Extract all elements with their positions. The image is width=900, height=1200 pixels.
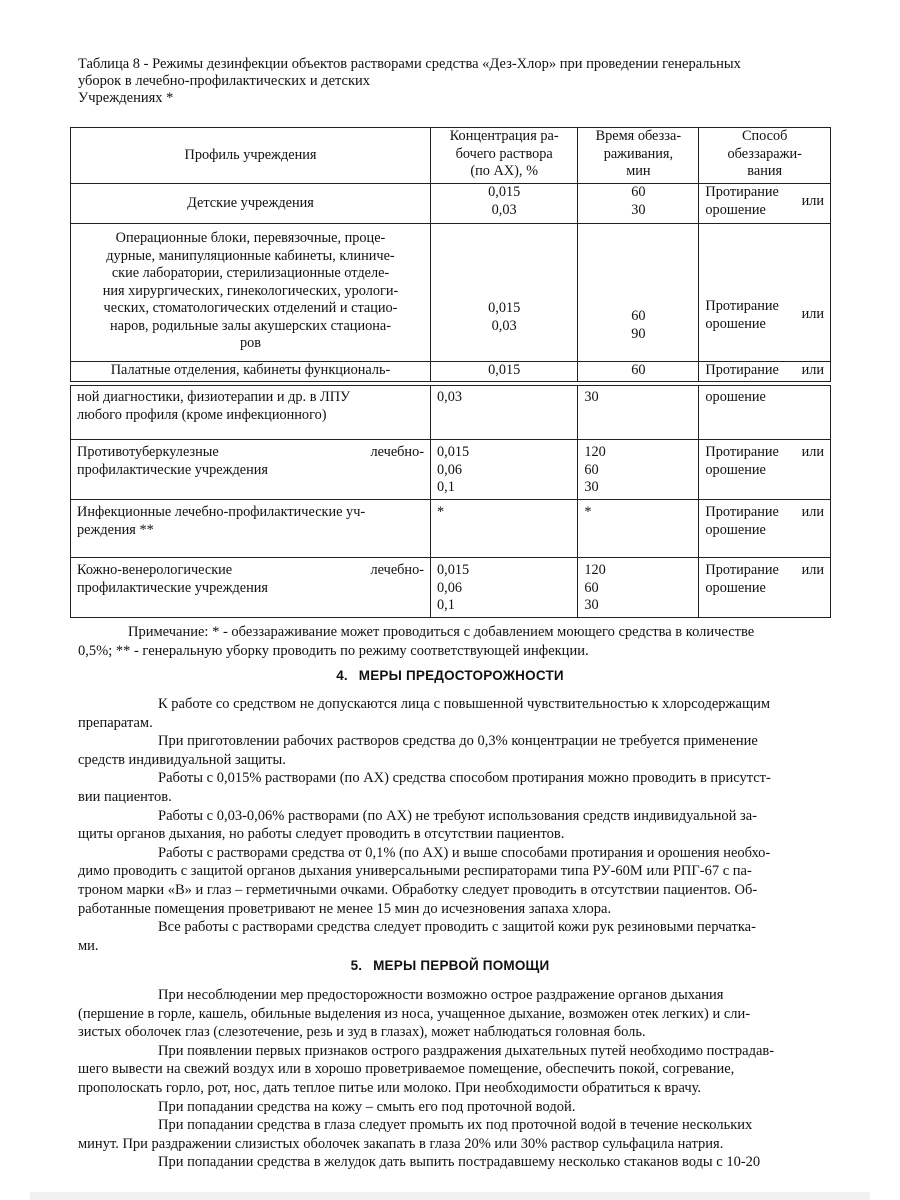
table-row <box>71 386 831 440</box>
row-time: 120 60 30 <box>578 440 699 500</box>
row-profile: Операционные блоки, перевязочные, проце- дурные, манипуляционные кабинеты, клиниче- ские лаборатории, стерилизационные отделе- ния хирургических, гинекологических, урологи- ческих, стоматологических отделений и стацио- наров, родильные залы акушерских стациона- ров <box>71 224 431 362</box>
row-time: 60 90 <box>578 224 699 362</box>
table-row <box>71 184 831 224</box>
section-4-body: К работе со средством не допускаются лица с повышенной чувствительностью к хлорсодержащим препаратам. При приготовлении рабочих растворов средства до 0,3% концентрации не требуется применение средств индивидуальной защиты. Работы с 0,015% растворами (по АХ) средства способом протирания можно проводить в присутст- вии пациентов. Работы с 0,03-0,06% растворами (по АХ) не требуют использования средств индивидуальной за- щиты органов дыхания, но работы следует проводить в отсутствии пациентов. Работы с растворами средства от 0,1% (по АХ) и выше способами протирания и орошения необхо- димо проводить с защитой органов дыхания универсальными респираторами типа РУ-60М или РПГ-67 с па- троном марки «В» и глаз – герметичными очками. Обработку следует проводить в отсутствии пациентов. Об- работанные помещения проветривают не менее 15 мин до исчезновения запаха хлора. Все работы с растворами средства следует проводить с защитой кожи рук резиновыми перчатка- ми. <box>78 696 771 954</box>
row-method: Протирание или орошение <box>699 500 831 558</box>
row-method: Протирание орошение или <box>699 224 831 362</box>
row-concentration: 0,015 0,03 <box>431 184 578 224</box>
table-row <box>71 362 831 382</box>
row-concentration: * <box>431 500 578 558</box>
table-header-row <box>71 128 831 184</box>
row-profile: Детские учреждения <box>71 184 431 224</box>
row-concentration: 0,015 0,03 <box>431 224 578 362</box>
row-method: орошение <box>699 386 831 440</box>
table-caption <box>78 56 838 107</box>
header-concentration: Концентрация ра- бочего раствора (по АХ), % <box>431 128 578 184</box>
row-method: Протирание или орошение <box>699 440 831 500</box>
disinfection-table-part2 <box>70 385 831 618</box>
section-5-body: При несоблюдении мер предосторожности возможно острое раздражение органов дыхания (першение в горле, кашель, обильные выделения из носа, учащенное дыхание, возможен отек легких) и сли- зистых оболочек глаз (слезотечение, резь и зуд в глазах), может наблюдаться головная боль. При появлении первых признаков острого раздражения дыхательных путей необходимо пострадав- шего вывести на свежий воздух или в хорошо проветриваемое помещение, обеспечить покой, согревание, прополоскать горло, рот, нос, дать теплое питье или молоко. При необходимости обратиться к врачу. При попадании средства на кожу – смыть его под проточной водой. При попадании средства в глаза следует промыть их под проточной водой в течение нескольких минут. При раздражении слизистых оболочек закапать в глаза 20% или 30% раствор сульфацила натрия. При попадании средства в желудок дать выпить пострадавшему несколько стаканов воды с 10-20 <box>78 987 775 1171</box>
caption-line: Таблица 8 - Режимы дезинфекции объектов растворами средства «Дез-Хлор» при проведении генеральных <box>78 56 741 72</box>
table-row <box>71 224 831 362</box>
table-note: Примечание: * - обеззараживание может проводиться с добавлением моющего средства в количестве 0,5%; ** - генеральную уборку проводить по режиму соответствующей инфекции. <box>78 624 755 659</box>
row-profile: Кожно-венерологические лечебно- профилактические учреждения <box>71 558 431 618</box>
row-method: Протирание или орошение <box>699 558 831 618</box>
table-row <box>71 558 831 618</box>
row-time: * <box>578 500 699 558</box>
row-method: Протирание орошение или <box>699 184 831 224</box>
row-time: 60 30 <box>578 184 699 224</box>
table-row <box>71 500 831 558</box>
header-profile: Профиль учреждения <box>71 128 431 184</box>
row-concentration: 0,015 0,06 0,1 <box>431 558 578 618</box>
row-concentration: 0,015 <box>431 362 578 382</box>
section-4-heading: 4. МЕРЫ ПРЕДОСТОРОЖНОСТИ <box>336 668 564 683</box>
section-5-heading: 5. МЕРЫ ПЕРВОЙ ПОМОЩИ <box>350 958 550 973</box>
disinfection-table-part1 <box>70 127 831 382</box>
header-time: Время обезза- раживания, мин <box>578 128 699 184</box>
page-bottom-edge <box>30 1192 870 1200</box>
row-time: 30 <box>578 386 699 440</box>
row-time: 120 60 30 <box>578 558 699 618</box>
header-method: Способ обеззаражи- вания <box>699 128 831 184</box>
row-concentration: 0,015 0,06 0,1 <box>431 440 578 500</box>
caption-line: Учреждениях * <box>78 90 174 106</box>
row-time: 60 <box>578 362 699 382</box>
row-profile: Инфекционные лечебно-профилактические уч- реждения ** <box>71 500 431 558</box>
row-method: Протирание или <box>699 362 831 382</box>
row-profile: Палатные отделения, кабинеты функциональ- <box>71 362 431 382</box>
caption-line: уборок в лечебно-профилактических и детских <box>78 73 371 89</box>
row-profile: ной диагностики, физиотерапии и др. в ЛПУ любого профиля (кроме инфекционного) <box>71 386 431 440</box>
table-row <box>71 440 831 500</box>
row-profile: Противотуберкулезные лечебно- профилактические учреждения <box>71 440 431 500</box>
row-concentration: 0,03 <box>431 386 578 440</box>
